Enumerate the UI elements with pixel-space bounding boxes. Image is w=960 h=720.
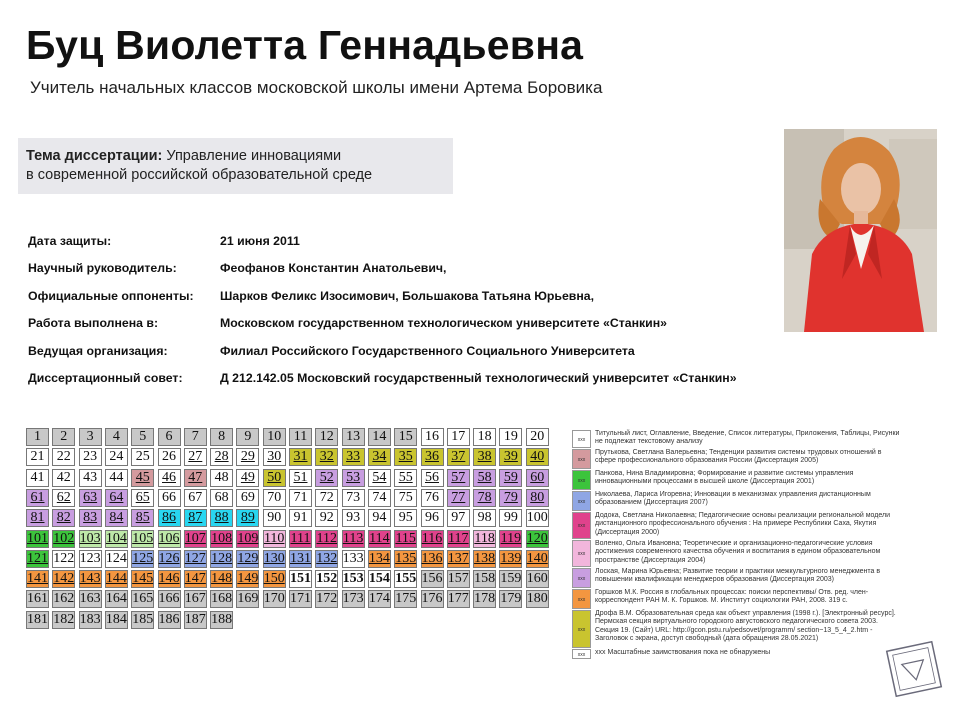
page-cell-115: 115 [395,530,416,546]
page-cell-30: 30 [263,448,286,466]
page-cell-76: 76 [421,489,444,507]
teacher-name: Буц Виолетта Геннадьевна [26,22,584,68]
page-cell-113: 113 [342,530,364,546]
legend-text: Додока, Светлана Николаевна; Педагогические основы реализации региональной модели дистанционного профессионального обучения : На примере Республики Саха, Якутия (Диссертация 2000) [595,512,890,536]
page-cell-156: 156 [421,571,443,587]
page-cell-84: 84 [105,509,128,527]
teacher-subtitle: Учитель начальных классов московской школы имени Артема Боровика [30,78,603,97]
page-cell-186: 186 [158,611,180,627]
page-cell-153: 153 [342,571,364,587]
page-cell-110: 110 [263,530,285,546]
info-label: Научный руководитель: [28,261,177,275]
page-cell-169: 169 [237,591,259,607]
page-cell-137: 137 [447,550,469,566]
page-cell-26: 26 [158,448,181,466]
page-cell-67: 67 [184,489,207,507]
page-cell-89: 89 [236,509,259,527]
legend-item-4 [572,491,905,511]
page-cell-11: 11 [289,428,312,446]
legend-item-7 [572,568,905,588]
page-cell-162: 162 [53,591,75,607]
page-cell-9: 9 [236,428,259,446]
page-cell-45: 45 [131,469,154,487]
page-cell-20: 20 [526,428,549,446]
page-cell-70: 70 [263,489,286,507]
info-label: Диссертационный совет: [28,371,183,385]
legend-swatch: ххх [572,568,591,588]
page-cell-144: 144 [105,571,127,587]
page-cell-38: 38 [473,448,496,466]
page-cell-3: 3 [79,428,102,446]
page-cell-23: 23 [79,448,102,466]
legend-swatch: ххх [572,491,591,511]
page-cell-160: 160 [526,571,548,587]
page-cell-184: 184 [105,611,127,627]
page-cell-125: 125 [132,550,154,566]
page-cell-176: 176 [421,591,443,607]
page-cell-83: 83 [79,509,102,527]
page-cell-15: 15 [394,428,417,446]
page-cell-44: 44 [105,469,128,487]
page-cell-27: 27 [184,448,207,466]
page-cell-151: 151 [290,571,311,587]
page-cell-152: 152 [316,571,338,587]
page-cell-58: 58 [473,469,496,487]
legend-text: Горшков М.К. Россия в глобальных процессах: поиски перспективы/ Отв. ред. член-корреспондент РАН М. К. Горшков. М. Институт социологии РАН, 2008. 319 с. [595,589,869,605]
info-value: Д 212.142.05 Московский государственный технологический университет «Станкин» [220,371,737,385]
page-cell-5: 5 [131,428,154,446]
page-cell-136: 136 [421,550,443,566]
page-cell-62: 62 [52,489,75,507]
page-cell-147: 147 [184,571,206,587]
page-cell-146: 146 [158,571,180,587]
page-cell-16: 16 [421,428,444,446]
page-cell-53: 53 [342,469,365,487]
page-cell-127: 127 [184,550,206,566]
page-cell-4: 4 [105,428,128,446]
page-cell-108: 108 [211,530,233,546]
page-cell-119: 119 [500,530,522,546]
page-cell-112: 112 [316,530,338,546]
page-cell-65: 65 [131,489,154,507]
page-cell-61: 61 [26,489,49,507]
page-cell-75: 75 [394,489,417,507]
topic-line-1: Управление инновациями [162,148,342,164]
legend-item-9 [572,610,905,648]
page-cell-163: 163 [79,591,101,607]
page-cell-37: 37 [447,448,470,466]
page-cell-124: 124 [105,550,127,566]
page-cell-104: 104 [105,530,127,546]
legend-swatch: ххх [572,470,591,490]
page-cell-175: 175 [395,591,417,607]
page-cell-107: 107 [184,530,206,546]
page-cell-182: 182 [53,611,75,627]
page-cell-33: 33 [342,448,365,466]
page-cell-166: 166 [158,591,180,607]
page-cell-180: 180 [526,591,548,607]
legend-swatch: ххх [572,449,591,469]
page-cell-149: 149 [237,571,259,587]
page-cell-6: 6 [158,428,181,446]
page-cell-40: 40 [526,448,549,466]
topic-line-2: в современной российской образовательной среде [26,167,373,183]
legend-text: Воленко, Ольга Ивановна; Теоретические и организационно-педагогические условия достижения современного качества обучения и воспитания в едином образовательном пространстве (Диссертация 2004) [595,540,881,564]
page-cell-116: 116 [421,530,443,546]
page-cell-139: 139 [500,550,522,566]
legend-item-6 [572,540,905,567]
page-cell-72: 72 [315,489,338,507]
page-cell-31: 31 [289,448,312,466]
page-cell-39: 39 [499,448,522,466]
legend-swatch: ххх [572,540,591,567]
info-value: Московском государственном технологическом университете «Станкин» [220,316,667,330]
page-cell-188: 188 [211,611,233,627]
page-cell-135: 135 [395,550,417,566]
page-cell-109: 109 [237,530,259,546]
page-cell-187: 187 [184,611,206,627]
page-cell-28: 28 [210,448,233,466]
page-cell-165: 165 [132,591,154,607]
page-cell-59: 59 [499,469,522,487]
page-cell-164: 164 [105,591,127,607]
page-cell-128: 128 [211,550,233,566]
page-cell-102: 102 [53,530,75,546]
page-cell-118: 118 [474,530,495,546]
page-cell-129: 129 [237,550,259,566]
page-cell-22: 22 [52,448,75,466]
page-cell-13: 13 [342,428,365,446]
page-cell-25: 25 [131,448,154,466]
page-cell-79: 79 [499,489,522,507]
page-cell-64: 64 [105,489,128,507]
page-cell-85: 85 [131,509,154,527]
legend-text: Прутькова, Светлана Валерьевна; Тенденции развития системы трудовых отношений в сфере профессионального образования России (Диссертация 2005) [595,449,882,465]
legend-swatch: ххх [572,589,591,609]
page-cell-150: 150 [263,571,285,587]
page-cell-63: 63 [79,489,102,507]
page-cell-74: 74 [368,489,391,507]
page-cell-90: 90 [263,509,286,527]
page-cell-91: 91 [289,509,312,527]
page-cell-93: 93 [342,509,365,527]
page-cell-172: 172 [316,591,338,607]
page-cell-54: 54 [368,469,391,487]
page-cell-1: 1 [26,428,49,446]
page-cell-66: 66 [158,489,181,507]
page-cell-122: 122 [53,550,75,566]
legend-item-8 [572,589,905,609]
page-cell-57: 57 [447,469,470,487]
legend-text: Панкова, Нина Владимировна; Формирование и развитие системы управления инновационными процессами в высшей школе (Диссертация 2001) [595,470,854,486]
page-cell-73: 73 [342,489,365,507]
info-label: Дата защиты: [28,234,112,248]
legend-text: Николаева, Лариса Игоревна; Инновации в механизмах управления дистанционным образованием (Диссертация 2007) [595,491,871,507]
page-cell-120: 120 [526,530,548,546]
page-cell-121: 121 [27,550,48,566]
page-cell-82: 82 [52,509,75,527]
page-cell-86: 86 [158,509,181,527]
page-cell-101: 101 [27,530,48,546]
page-cell-145: 145 [132,571,154,587]
page-cell-35: 35 [394,448,417,466]
page-cell-18: 18 [473,428,496,446]
page-cell-158: 158 [474,571,496,587]
page-cell-111: 111 [290,530,311,546]
page-cell-51: 51 [289,469,312,487]
legend-text: ххх Масштабные заимствования пока не обнаружены [595,649,771,656]
legend-swatch: ххх [572,649,591,659]
page-cell-106: 106 [158,530,180,546]
page-cell-2: 2 [52,428,75,446]
page-cell-78: 78 [473,489,496,507]
page-cell-181: 181 [27,611,48,627]
page-cell-100: 100 [526,510,548,526]
page-cell-7: 7 [184,428,207,446]
page-cell-69: 69 [236,489,259,507]
page-cell-92: 92 [315,509,338,527]
page-cell-49: 49 [236,469,259,487]
page-cell-55: 55 [394,469,417,487]
page-cell-168: 168 [211,591,233,607]
info-label: Работа выполнена в: [28,316,159,330]
page-cell-43: 43 [79,469,102,487]
page-cell-174: 174 [368,591,390,607]
page-cell-10: 10 [263,428,286,446]
legend-swatch: ххх [572,610,591,648]
page-cell-132: 132 [316,550,338,566]
page-cell-140: 140 [526,550,548,566]
page-cell-138: 138 [474,550,496,566]
page-cell-171: 171 [290,591,311,607]
page-cell-130: 130 [263,550,285,566]
teacher-photo [784,129,937,332]
page-cell-29: 29 [236,448,259,466]
page-cell-95: 95 [394,509,417,527]
stamp-seal [885,640,943,698]
page-cell-154: 154 [368,571,390,587]
page-cell-161: 161 [27,591,48,607]
page-cell-179: 179 [500,591,522,607]
page-cell-52: 52 [315,469,338,487]
info-value: Шарков Феликс Изосимович, Большакова Татьяна Юрьевна, [220,289,595,303]
page-cell-77: 77 [447,489,470,507]
page-cell-99: 99 [499,509,522,527]
info-label: Ведущая организация: [28,344,168,358]
info-label: Официальные оппоненты: [28,289,194,303]
page-cell-17: 17 [447,428,470,446]
legend-item-3 [572,470,905,490]
page-cell-14: 14 [368,428,391,446]
page-cell-183: 183 [79,611,101,627]
page-cell-46: 46 [158,469,181,487]
info-value: 21 июня 2011 [220,234,300,248]
page-cell-19: 19 [499,428,522,446]
page-cell-48: 48 [210,469,233,487]
legend-swatch: ххх [572,512,591,539]
page-cell-56: 56 [421,469,444,487]
page-cell-36: 36 [421,448,444,466]
page-cell-170: 170 [263,591,285,607]
page-cell-131: 131 [290,550,311,566]
page-cell-34: 34 [368,448,391,466]
page-cell-81: 81 [26,509,49,527]
page-cell-159: 159 [500,571,522,587]
portrait-image [784,129,937,332]
page-cell-50: 50 [263,469,286,487]
page-cell-148: 148 [211,571,233,587]
legend-item-5 [572,512,905,539]
legend-swatch: ххх [572,430,591,448]
page-cell-12: 12 [315,428,338,446]
page-cell-143: 143 [79,571,101,587]
legend-text: Лоская, Марина Юрьевна; Развитие теории и практики межкультурного менеджмента в повышении квалификации менеджеров образования (Диссертация 2003) [595,568,881,584]
legend-text: Дрофа В.М. Образовательная среда как объект управления (1998 г.). [Электронный ресурс]. Пермская секция виртуального городского августовского педагогического совета 2003. Секция 19. (Сайт) URL: http://gcon.pstu.ru/pedsovet/programm/ section~13_5_4_2.htm - Заголовок с экрана, доступ свободный (дата обращения 28.05.2021) [595,610,896,642]
legend-item-2 [572,449,905,469]
info-value: Филиал Российского Государственного Социального Университета [220,344,635,358]
page-cell-97: 97 [447,509,470,527]
page-cell-117: 117 [448,530,469,546]
page-cell-87: 87 [184,509,207,527]
page-cell-60: 60 [526,469,549,487]
page-cell-80: 80 [526,489,549,507]
page-cell-123: 123 [79,550,101,566]
page-cell-88: 88 [210,509,233,527]
page-cell-167: 167 [184,591,206,607]
page-cell-114: 114 [369,530,390,546]
page-cell-71: 71 [289,489,312,507]
page-cell-126: 126 [158,550,180,566]
page-cell-8: 8 [210,428,233,446]
info-value: Феофанов Константин Анатольевич, [220,261,447,275]
page-cell-105: 105 [132,530,154,546]
page-cell-185: 185 [132,611,154,627]
page-cell-103: 103 [79,530,101,546]
page-cell-155: 155 [395,571,417,587]
topic-label: Тема диссертации: [26,148,163,164]
page-cell-134: 134 [368,550,390,566]
page-cell-94: 94 [368,509,391,527]
page-cell-133: 133 [342,550,364,566]
page-cell-41: 41 [26,469,49,487]
page-cell-177: 177 [447,591,469,607]
legend-item-10 [572,649,905,659]
page-cell-32: 32 [315,448,338,466]
page-cell-98: 98 [473,509,496,527]
page-cell-42: 42 [52,469,75,487]
page-cell-21: 21 [26,448,49,466]
page-cell-178: 178 [474,591,496,607]
page-cell-24: 24 [105,448,128,466]
page-cell-68: 68 [210,489,233,507]
page-cell-47: 47 [184,469,207,487]
legend-item-1 [572,430,905,448]
dissertation-topic-box [18,138,453,194]
page-cell-173: 173 [342,591,364,607]
legend-text: Титульный лист, Оглавление, Введение, Список литературы, Приложения, Таблицы, Рисунки не подлежат текстовому анализу [595,430,900,446]
page-cell-96: 96 [421,509,444,527]
page-cell-142: 142 [53,571,75,587]
page-cell-157: 157 [447,571,469,587]
page-cell-141: 141 [27,571,48,587]
